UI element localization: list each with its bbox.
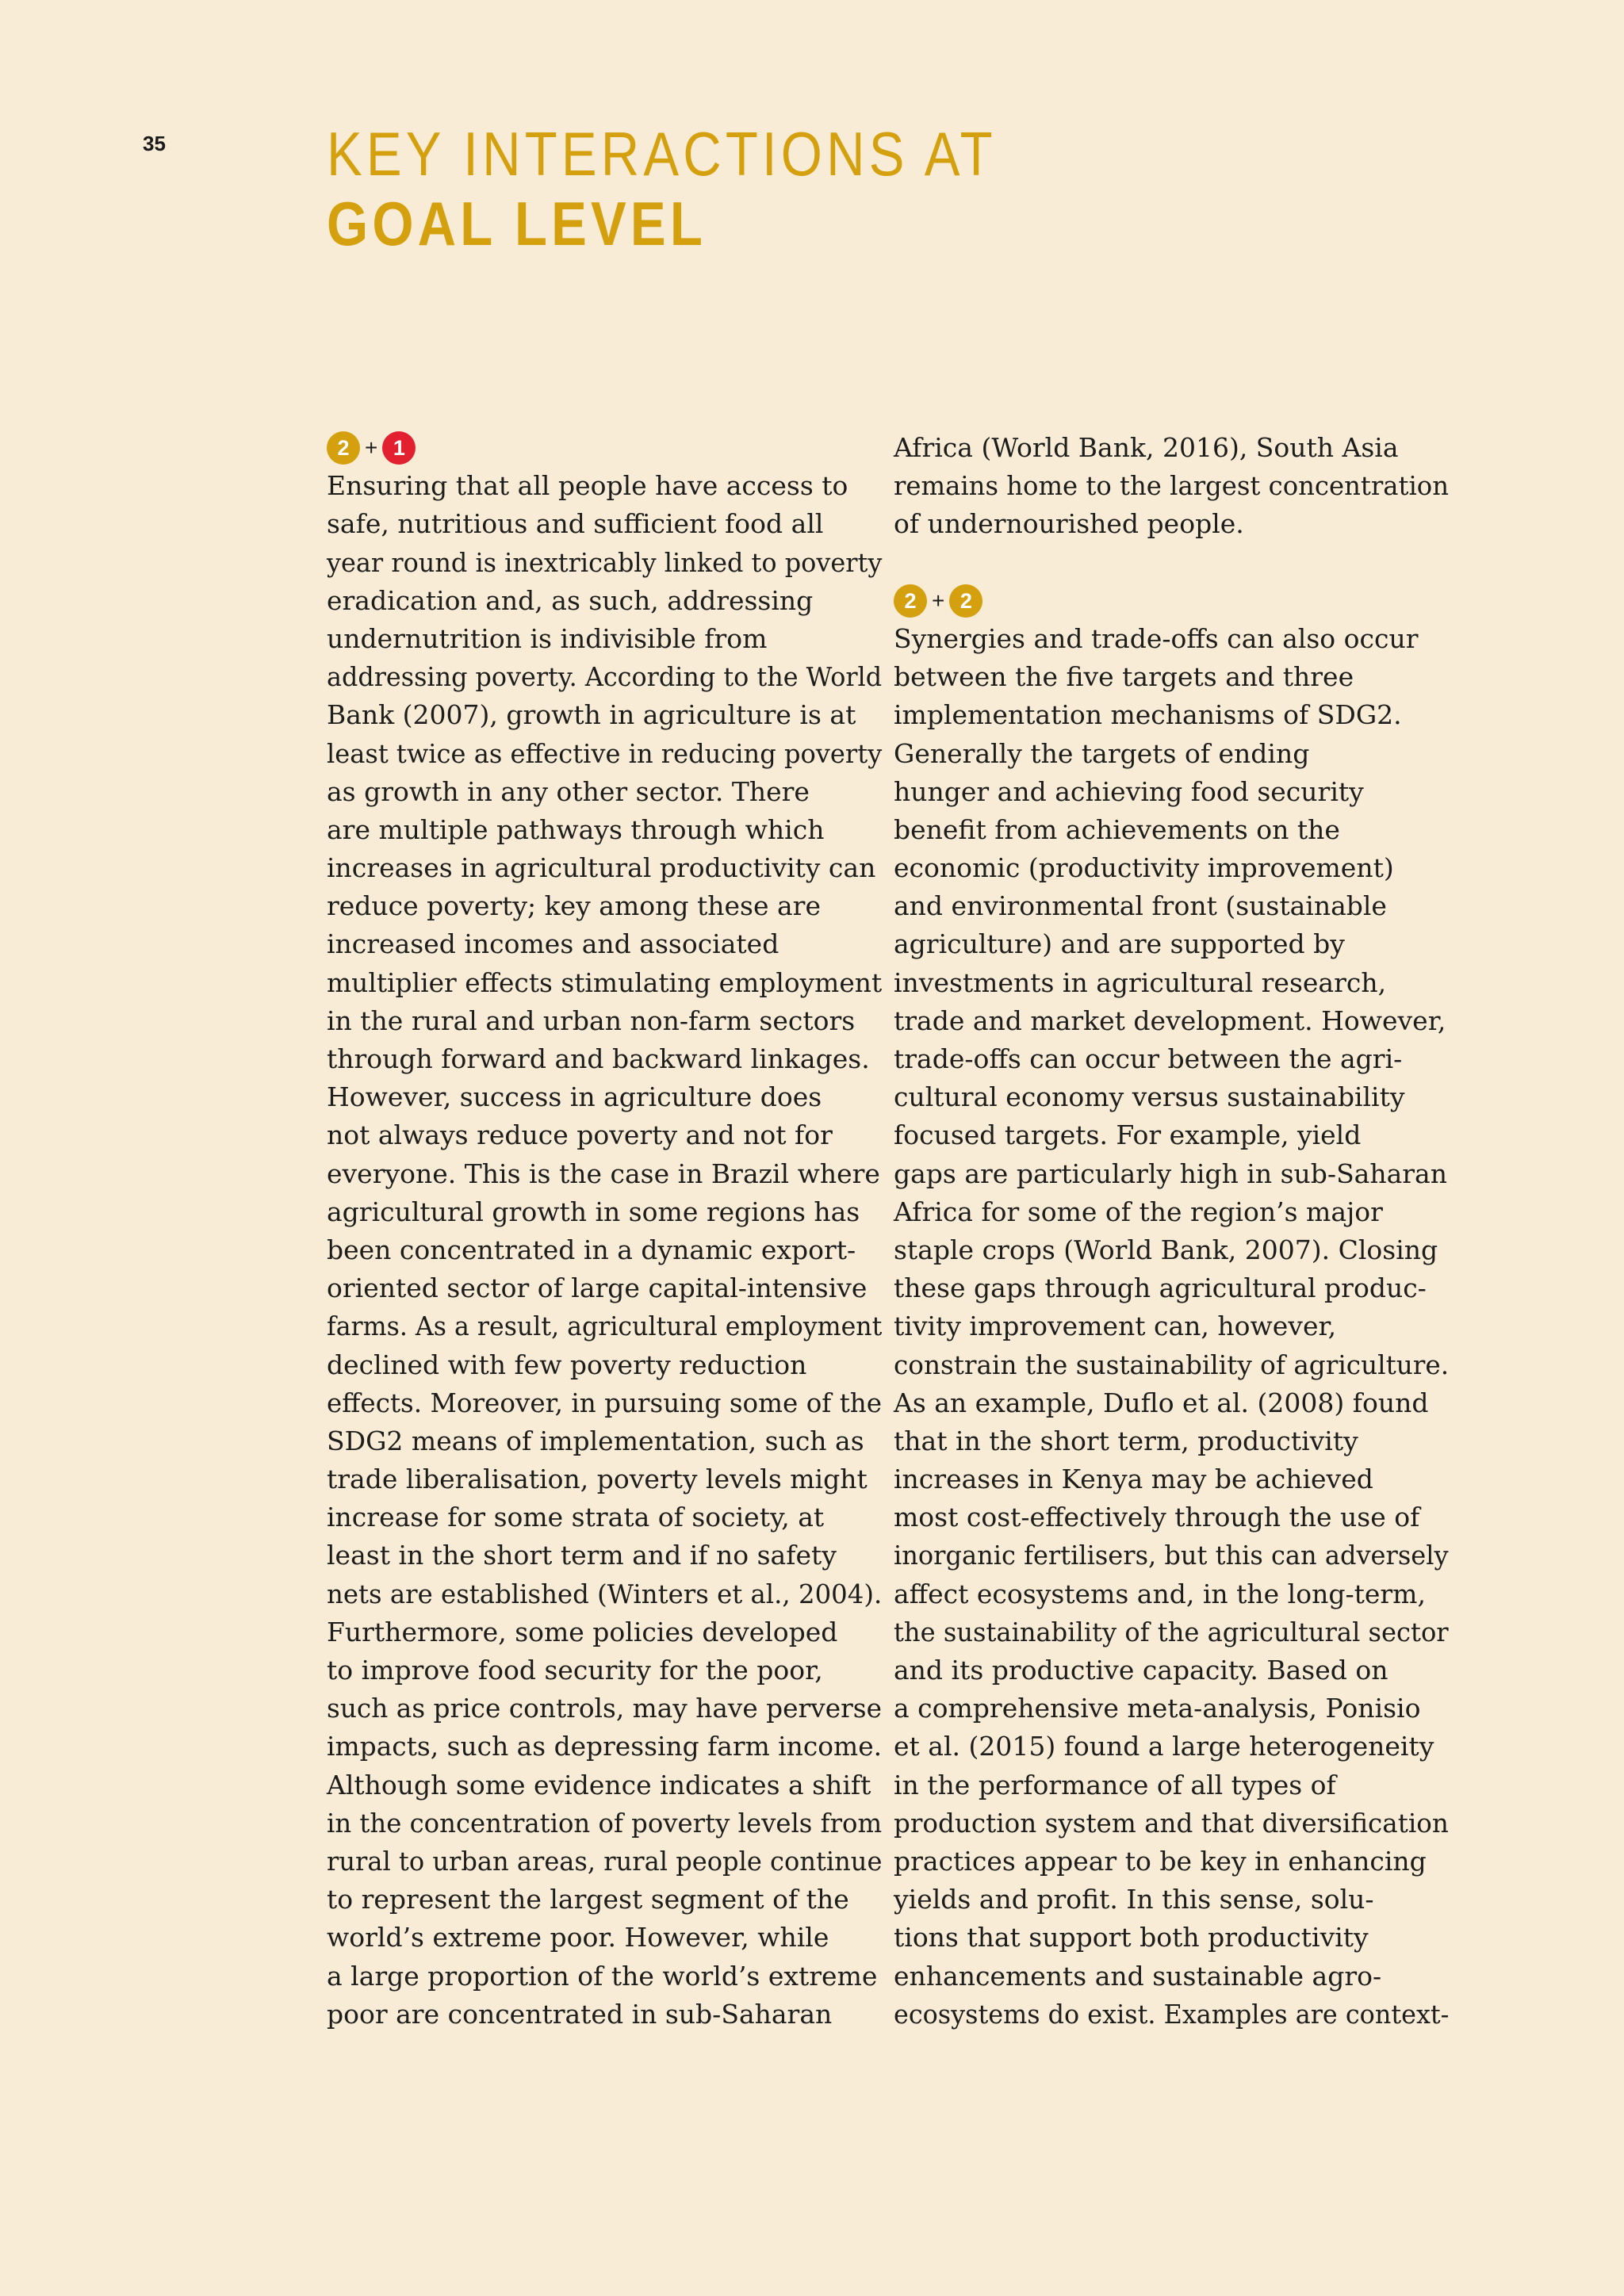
sdg2-goal-badge: 2 [894, 584, 927, 618]
text-line: increases in agricultural productivity can [327, 852, 876, 884]
text-line: increases in Kenya may be achieved [894, 1464, 1373, 1495]
text-line: through forward and backward linkages. [327, 1043, 870, 1074]
text-line: production system and that diversification [894, 1807, 1449, 1839]
text-line: implementation mechanisms of SDG2. [894, 699, 1402, 731]
text-line: a comprehensive meta-analysis, Ponisio [894, 1693, 1421, 1724]
text-line: undernutrition is indivisible from [327, 622, 768, 654]
text-line: nets are established (Winters et al., 2004). [327, 1578, 883, 1609]
text-line: However, success in agriculture does [327, 1081, 822, 1113]
text-line: affect ecosystems and, in the long-term, [894, 1578, 1426, 1609]
text-line: tivity improvement can, however, [894, 1311, 1337, 1342]
text-line: as growth in any other sector. There [327, 775, 810, 807]
left-column [327, 429, 882, 2034]
text-line: are multiple pathways through which [327, 813, 825, 845]
text-line: trade liberalisation, poverty levels might [327, 1464, 868, 1495]
sdg1-goal-badge: 1 [382, 431, 416, 465]
text-line: in the performance of all types of [894, 1769, 1336, 1800]
text-line: oriented sector of large capital-intensive [327, 1272, 868, 1304]
text-line: and environmental front (sustainable [894, 890, 1387, 922]
left-paragraph [327, 467, 882, 2034]
text-line: in the concentration of poverty levels from [327, 1807, 883, 1839]
text-line: Africa for some of the region’s major [894, 1196, 1383, 1227]
text-line: these gaps through agricultural produc- [894, 1272, 1427, 1304]
interaction-2-2-badges [894, 582, 1449, 620]
text-line: Ensuring that all people have access to [327, 470, 848, 502]
text-line: increase for some strata of society, at [327, 1502, 825, 1533]
text-line: constrain the sustainability of agriculture. [894, 1349, 1450, 1380]
text-line: poor are concentrated in sub-Saharan [327, 1998, 833, 2030]
text-line: agricultural growth in some regions has [327, 1196, 860, 1227]
text-line: increased incomes and associated [327, 928, 779, 960]
page-number: 35 [143, 132, 166, 155]
text-line: Generally the targets of ending [894, 737, 1310, 769]
text-line: Africa (World Bank, 2016), South Asia [894, 432, 1399, 463]
text-line: to represent the largest segment of the [327, 1884, 849, 1915]
interaction-2-1-badges [327, 429, 882, 467]
text-line: agriculture) and are supported by [894, 928, 1345, 960]
text-line: multiplier effects stimulating employment [327, 966, 883, 998]
text-line: not always reduce poverty and not for [327, 1119, 833, 1151]
text-line: and its productive capacity. Based on [894, 1655, 1388, 1686]
text-line: trade and market development. However, [894, 1004, 1446, 1036]
text-line: enhancements and sustainable agro- [894, 1960, 1382, 1992]
text-line: remains home to the largest concentration [894, 470, 1449, 502]
page-title [327, 119, 1105, 258]
text-line: most cost-effectively through the use of [894, 1502, 1420, 1533]
right-paragraph-continuation [894, 429, 1449, 544]
title-line-2: GOAL LEVEL [327, 189, 707, 258]
text-line: in the rural and urban non-farm sectors [327, 1004, 856, 1036]
text-line: safe, nutritious and sufficient food all [327, 508, 824, 540]
text-line: gaps are particularly high in sub-Saharan [894, 1158, 1447, 1189]
text-line: the sustainability of the agricultural sector [894, 1616, 1449, 1647]
text-line: reduce poverty; key among these are [327, 890, 821, 922]
text-line: hunger and achieving food security [894, 775, 1364, 807]
text-line: inorganic fertilisers, but this can adversely [894, 1540, 1449, 1571]
text-line: declined with few poverty reduction [327, 1349, 807, 1380]
text-line: Although some evidence indicates a shift [327, 1769, 871, 1800]
text-line: been concentrated in a dynamic export- [327, 1234, 856, 1265]
text-line: Bank (2007), growth in agriculture is at [327, 699, 856, 731]
right-column [894, 429, 1449, 2034]
text-line: least in the short term and if no safety [327, 1540, 837, 1571]
text-line: year round is inextricably linked to poverty [327, 546, 883, 578]
text-line: focused targets. For example, yield [894, 1119, 1362, 1151]
plus-sign: + [365, 435, 378, 460]
text-line: Synergies and trade-offs can also occur [894, 622, 1419, 654]
text-line: tions that support both productivity [894, 1922, 1369, 1954]
text-line: a large proportion of the world’s extreme [327, 1960, 878, 1992]
text-line: staple crops (World Bank, 2007). Closing [894, 1234, 1438, 1265]
text-line: least twice as effective in reducing poverty [327, 737, 883, 769]
plus-sign: + [932, 587, 945, 613]
text-line: eradication and, as such, addressing [327, 584, 814, 616]
text-line: investments in agricultural research, [894, 966, 1387, 998]
title-line-1: KEY INTERACTIONS AT [327, 119, 997, 189]
text-line: such as price controls, may have perverse [327, 1693, 882, 1724]
text-line: farms. As a result, agricultural employment [327, 1311, 883, 1342]
text-line: Furthermore, some policies developed [327, 1616, 838, 1647]
sdg2-goal-badge: 2 [327, 431, 360, 465]
text-line: world’s extreme poor. However, while [327, 1922, 829, 1954]
text-line: to improve food security for the poor, [327, 1655, 823, 1686]
text-line: effects. Moreover, in pursuing some of the [327, 1387, 883, 1418]
text-line: between the five targets and three [894, 661, 1354, 693]
text-line: cultural economy versus sustainability [894, 1081, 1405, 1113]
text-line: ecosystems do exist. Examples are context- [894, 1998, 1450, 2030]
right-paragraph [894, 620, 1449, 2034]
text-line: impacts, such as depressing farm income. [327, 1731, 883, 1762]
text-line: As an example, Duflo et al. (2008) found [894, 1387, 1429, 1418]
sdg2-goal-badge: 2 [949, 584, 982, 618]
text-line: everyone. This is the case in Brazil where [327, 1158, 880, 1189]
text-line: SDG2 means of implementation, such as [327, 1425, 864, 1456]
text-line: economic (productivity improvement) [894, 852, 1394, 884]
text-line: addressing poverty. According to the World [327, 661, 883, 693]
text-line: et al. (2015) found a large heterogeneity [894, 1731, 1434, 1762]
text-line: practices appear to be key in enhancing [894, 1845, 1427, 1877]
text-line: of undernourished people. [894, 508, 1244, 540]
text-line: trade-offs can occur between the agri- [894, 1043, 1403, 1074]
text-line: that in the short term, productivity [894, 1425, 1358, 1456]
text-line: yields and profit. In this sense, solu- [894, 1884, 1374, 1915]
text-line: benefit from achievements on the [894, 813, 1340, 845]
text-line: rural to urban areas, rural people continue [327, 1845, 883, 1877]
